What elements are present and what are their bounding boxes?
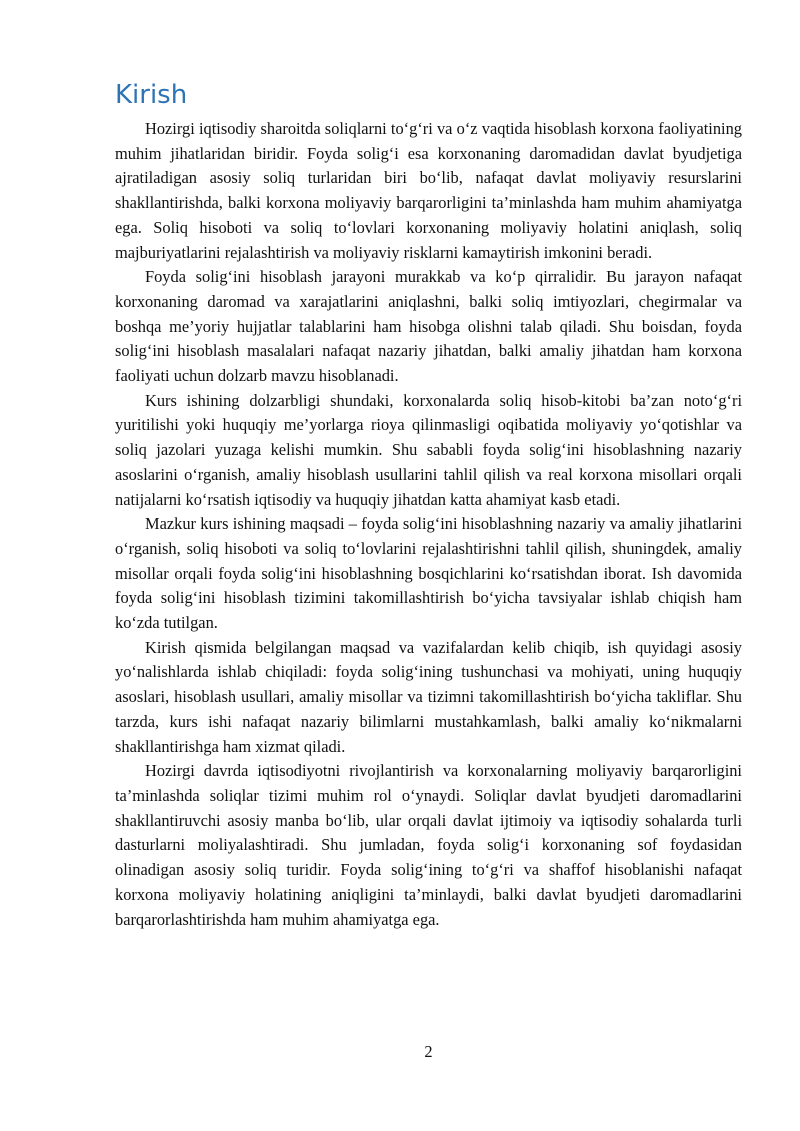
paragraph-1: Hozirgi iqtisodiy sharoitda soliqlarni to‘g‘ri va o‘z vaqtida hisoblash korxona faoliyatining muhim jihatlaridan biridir. Foyda solig‘i esa korxonaning daromadidan davlat byudjetiga ajratiladigan asosiy soliq turlaridan biri bo‘lib, nafaqat davlat moliyaviy resurslarini shakllantirishda, balki korxona moliyaviy barqarorligini ta’minlashda ham muhim ahamiyatga ega. Soliq hisoboti va soliq to‘lovlari korxonaning moliyaviy holatini aniqlash, soliq majburiyatlarini rejalashtirish va moliyaviy risklarni kamaytirish imkonini beradi. bbox=[115, 119, 742, 262]
page-number: 2 bbox=[424, 1042, 433, 1061]
section-heading: Kirish bbox=[115, 80, 188, 110]
body-text bbox=[115, 117, 742, 932]
paragraph-6: Hozirgi davrda iqtisodiyotni rivojlantirish va korxonalarning moliyaviy barqarorligini ta’minlashda soliqlar tizimi muhim rol o‘ynaydi. Soliqlar davlat byudjeti daromadlarini shakllantiruvchi asosiy manba bo‘lib, ular orqali davlat ijtimoiy va iqtisodiy sohalarda turli dasturlarni moliyalashtiradi. Shu jumladan, foyda solig‘i korxonaning sof foydasidan olinadigan asosiy soliq turidir. Foyda solig‘ining to‘g‘ri va shaffof hisoblanishi nafaqat korxona moliyaviy holatining aniqligini ta’minlaydi, balki davlat byudjeti daromadlarini barqarorlashtirishda ham muhim ahamiyatga ega. bbox=[115, 761, 742, 929]
paragraph-5: Kirish qismida belgilangan maqsad va vazifalardan kelib chiqib, ish quyidagi asosiy yo‘nalishlarda ishlab chiqiladi: foyda solig‘ining tushunchasi va mohiyati, uning huquqiy asoslari, hisoblash usullari, amaliy misollar va tizimni takomillashtirish bo‘yicha takliflar. Shu tarzda, kurs ishi nafaqat nazariy bilimlarni mustahkamlash, balki amaliy ko‘nikmalarni shakllantirishga ham xizmat qiladi. bbox=[115, 637, 742, 756]
paragraph-3: Kurs ishining dolzarbligi shundaki, korxonalarda soliq hisob-kitobi ba’zan noto‘g‘ri yuritilishi yoki huquqiy me’yorlarga rioya qilinmasligi oqibatida moliyaviy yo‘qotishlar va soliq jazolari yuzaga kelishi mumkin. Shu sababli foyda solig‘ini hisoblashning nazariy asoslarini o‘rganish, amaliy hisoblash usullarini tahlil qilish va real korxona misollari orqali natijalarni ko‘rsatish iqtisodiy va huquqiy jihatdan katta ahamiyat kasb etadi. bbox=[115, 390, 742, 509]
paragraph-4: Mazkur kurs ishining maqsadi – foyda solig‘ini hisoblashning nazariy va amaliy jihatlarini o‘rganish, soliq hisoboti va soliq to‘lovlarini rejalashtirishni tahlil qilish, shuningdek, amaliy misollar orqali foyda solig‘ini hisoblashning bosqichlarini ko‘rsatishdan iborat. Ish davomida foyda solig‘ini hisoblash tizimini takomillashtirish bo‘yicha tavsiyalar ishlab chiqish ham ko‘zda tutilgan. bbox=[115, 514, 742, 633]
document-page bbox=[115, 0, 742, 1131]
paragraph-2: Foyda solig‘ini hisoblash jarayoni murakkab va ko‘p qirralidir. Bu jarayon nafaqat korxonaning daromad va xarajatlarini aniqlashni, balki soliq imtiyozlari, chegirmalar va boshqa me’yoriy hujjatlar talablarini ham hisobga olishni talab qiladi. Shu boisdan, foyda solig‘ini hisoblash masalalari nafaqat nazariy jihatdan, balki amaliy jihatdan ham korxona faoliyati uchun dolzarb mavzu hisoblanadi. bbox=[115, 267, 742, 386]
